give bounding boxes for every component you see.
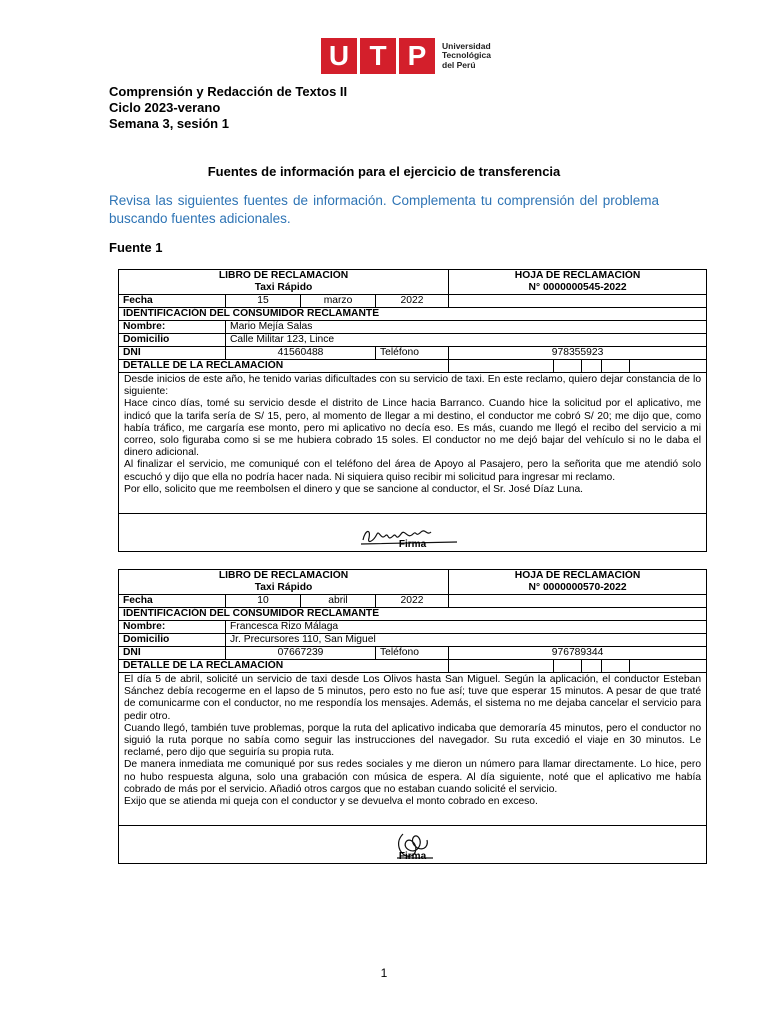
address-label: Domicilio	[119, 334, 226, 347]
course-name: Comprensión y Redacción de Textos II	[109, 84, 348, 99]
date-month: abril	[301, 595, 376, 608]
name-label: Nombre:	[119, 321, 226, 334]
sheet-number: N° 0000000570-2022	[528, 582, 627, 593]
source-label: Fuente 1	[109, 240, 163, 255]
signature-label: Firma	[398, 539, 427, 550]
complaint-detail-text: El día 5 de abril, solicité un servicio de taxi desde Los Olivos hasta San Miguel. Según la aplicación, el conductor Esteban Sánchez debía recogerme en el lapso de 5 minutos, pero esto no fue así; tuve que esperar 15 minutos. A pesar de que traté de comunicarme con el conductor, no me respondía los mensajes. Además, el sistema no me dejaba cancelar el servicio para pedir otro. Cuando llegó, también tuve problemas, porque la ruta del aplicativo indicaba que demoraría 45 minutos, pero el conductor no siguió la ruta porque no sabía como seguir las instrucciones del navegador. Su ruta excedió el viaje en 30 minutos. Le reclamé, pero dijo que seguiría su propia ruta. De manera inmediata me comuniqué por sus redes sociales y me dieron un número para llamar directamente. Lo hice, pero no hubo respuesta alguna, solo una grabación con música de espera. Al día siguiente, noté que el aplicativo me había cobrado de más por el servicio. Añadió otros cargos que no estaban cuando solicité el servicio. Exijo que se atienda mi queja con el conductor y se devuelva el monto cobrado en exceso.	[124, 674, 702, 808]
id-section-header: IDENTIFICACIÓN DEL CONSUMIDOR RECLAMANTE	[119, 608, 707, 621]
empty-cell	[602, 360, 630, 373]
empty-cell	[582, 660, 602, 673]
logo-university-name	[442, 42, 491, 71]
instructions-text: Revisa las siguientes fuentes de información. Complementa tu comprensión del problema buscando fuentes adicionales.	[109, 193, 659, 226]
logo-letter-t: T	[360, 38, 396, 74]
empty-cell	[582, 360, 602, 373]
name-value: Mario Mejía Salas	[226, 321, 707, 334]
logo-name-line: del Perú	[442, 59, 476, 70]
course-header	[109, 84, 347, 132]
sheet-title-cell	[449, 270, 707, 295]
complaint-form-1	[118, 269, 707, 552]
date-label: Fecha	[119, 595, 226, 608]
course-session: Semana 3, sesión 1	[109, 116, 229, 131]
date-year: 2022	[376, 595, 449, 608]
dni-label: DNI	[119, 647, 226, 660]
dni-value: 41560488	[226, 347, 376, 360]
phone-value: 976789344	[449, 647, 707, 660]
date-label: Fecha	[119, 295, 226, 308]
empty-cell	[630, 660, 707, 673]
phone-value: 978355923	[449, 347, 707, 360]
detail-section-header: DETALLE DE LA RECLAMACIÓN	[119, 660, 449, 673]
empty-cell	[630, 360, 707, 373]
complaint-detail	[119, 373, 707, 514]
empty-cell	[449, 595, 707, 608]
page-number: 1	[380, 966, 388, 980]
book-title: LIBRO DE RECLAMACIÓN	[218, 270, 349, 281]
name-label: Nombre:	[119, 621, 226, 634]
book-title-cell	[119, 570, 449, 595]
name-value: Francesca Rizo Málaga	[226, 621, 707, 634]
section-title: Fuentes de información para el ejercicio de transferencia	[207, 164, 561, 179]
date-day: 10	[226, 595, 301, 608]
signature-cell	[119, 514, 707, 552]
date-year: 2022	[376, 295, 449, 308]
address-value: Jr. Precursores 110, San Miguel	[226, 634, 707, 647]
phone-label: Teléfono	[376, 347, 449, 360]
address-value: Calle Militar 123, Lince	[226, 334, 707, 347]
id-section-header: IDENTIFICACIÓN DEL CONSUMIDOR RECLAMANTE	[119, 308, 707, 321]
dni-value: 07667239	[226, 647, 376, 660]
company-name: Taxi Rápido	[254, 282, 313, 293]
company-name: Taxi Rápido	[254, 582, 313, 593]
sheet-title-cell	[449, 570, 707, 595]
detail-section-header: DETALLE DE LA RECLAMACIÓN	[119, 360, 449, 373]
date-day: 15	[226, 295, 301, 308]
address-label: Domicilio	[119, 634, 226, 647]
sheet-title: HOJA DE RECLAMACIÓN	[514, 570, 641, 581]
empty-cell	[554, 360, 582, 373]
logo-name-line: Tecnológica	[442, 50, 491, 61]
book-title-cell	[119, 270, 449, 295]
phone-label: Teléfono	[376, 647, 449, 660]
empty-cell	[554, 660, 582, 673]
signature-label: Firma	[398, 851, 427, 862]
complaint-form-2	[118, 569, 707, 864]
complaint-detail-text: Desde inicios de este año, he tenido varias dificultades con su servicio de taxi. En este reclamo, quiero dejar constancia de lo siguiente: Hace cinco días, tomé su servicio desde el distrito de Lince hacia Barranco. Cuando hice la solicitud por el aplicativo, me indicó que la tarifa sería de S/ 15, pero, al momento de llegar a mi destino, el conductor me cobró S/ 20; me dijo que, como había tráfico, me cargaría ese monto, pero mi aplicativo no decía eso. Es más, cuando me llegó el recibo del servicio a mi correo, solo figuraba como si se me hubiera cobrado 15 soles. El conductor no me dejó bajar del vehículo si no le daba el dinero adicional. Al finalizar el servicio, me comuniqué con el teléfono del área de Apoyo al Pasajero, pero la señorita que me atendió solo escuchó y dijo que ella no podría hacer nada. Ni siquiera quiso recibir mi solicitud para ingresar mi reclamo. Por ello, solicito que me reembolsen el dinero y que se sancione al conductor, el Sr. José Díaz Luna.	[124, 374, 702, 495]
empty-cell	[449, 360, 554, 373]
sheet-title: HOJA DE RECLAMACIÓN	[514, 270, 641, 281]
logo-name-line: Universidad	[442, 40, 491, 51]
complaint-detail	[119, 673, 707, 826]
date-month: marzo	[301, 295, 376, 308]
empty-cell	[449, 295, 707, 308]
logo-letter-u: U	[321, 38, 357, 74]
course-cycle: Ciclo 2023-verano	[109, 100, 221, 115]
empty-cell	[449, 660, 554, 673]
signature-cell	[119, 826, 707, 864]
sheet-number: N° 0000000545-2022	[528, 282, 627, 293]
logo-letter-p: P	[399, 38, 435, 74]
utp-logo	[321, 38, 491, 74]
empty-cell	[602, 660, 630, 673]
book-title: LIBRO DE RECLAMACIÓN	[218, 570, 349, 581]
dni-label: DNI	[119, 347, 226, 360]
